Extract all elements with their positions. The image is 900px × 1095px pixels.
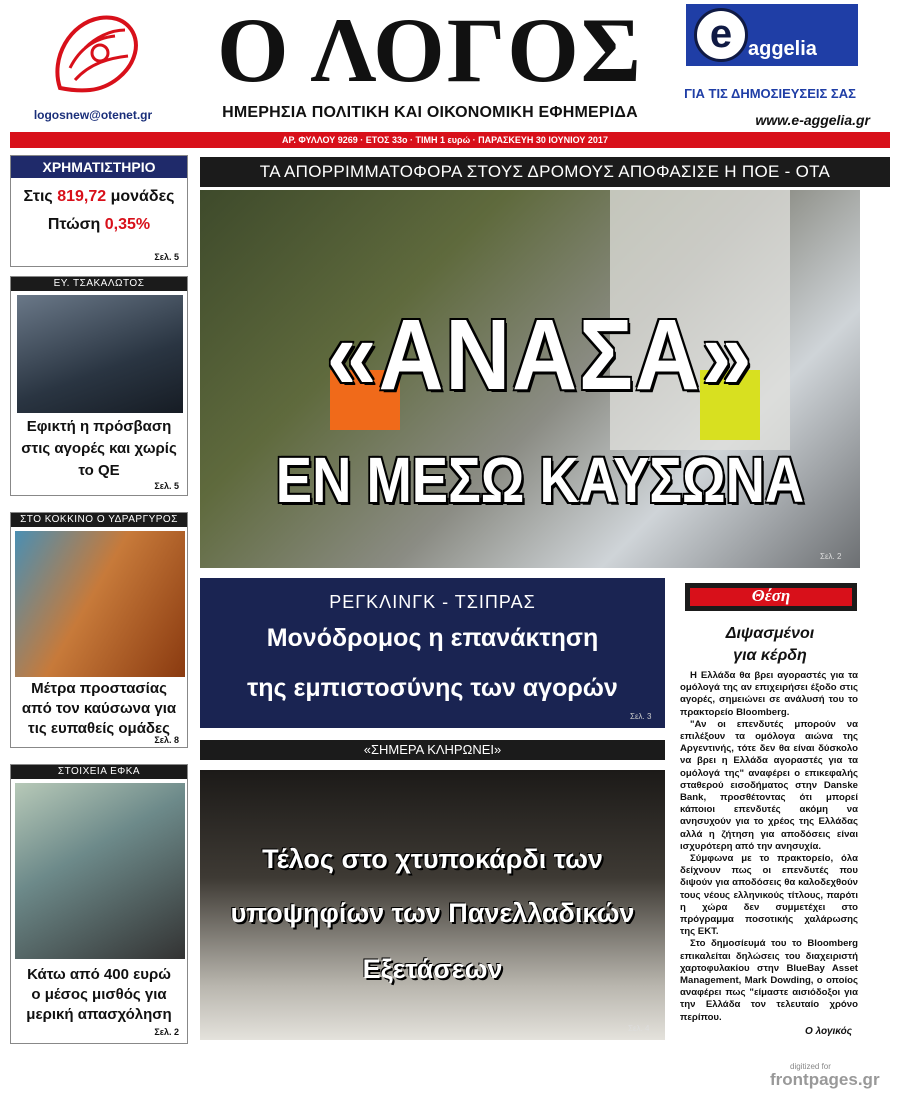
exams-label: «ΣΗΜΕΡΑ ΚΛΗΡΩΝΕΙ» (200, 740, 665, 760)
opinion-paragraph: Σύμφωνα με το πρακτορείο, όλα δείχνουν πως οι επενδυτές που διψούν για αποδόσεις θα καλοδεχθούν τους νέους ελληνικούς τίτλους, παρότι η χώρα δεν συμμετέχει στο πρόγραμμα ποσοτικής χαλάρωσης της ΕΚΤ. (680, 853, 858, 938)
stock-change-value: 0,35% (104, 216, 151, 233)
heatwave-header: ΣΤΟ ΚΟΚΚΙΝΟ Ο ΥΔΡΑΡΓΥΡΟΣ (11, 513, 187, 527)
top-banner: ΤΑ ΑΠΟΡΡΙΜΜΑΤΟΦΟΡΑ ΣΤΟΥΣ ΔΡΟΜΟΥΣ ΑΠΟΦΑΣΙΣΕ Η ΠΟΕ - ΟΤΑ (200, 157, 890, 187)
issue-info: ΑΡ. ΦΥΛΛΟΥ 9269 · ΕΤΟΣ 33ο · ΤΙΜΗ 1 ευρώ · ΠΑΡΑΣΚΕΥΗ 30 ΙΟΥΝΙΟΥ 2017 (282, 135, 608, 145)
opinion-title-1: Διψασμένοι (725, 625, 815, 642)
tsakalotos-photo (17, 295, 183, 413)
euro-atm-photo (15, 783, 185, 959)
heatwave-caption-3: τις ευπαθείς ομάδες (28, 720, 170, 737)
tsakalotos-caption-3: το QE (78, 462, 120, 479)
efka-caption-3: μερική απασχόληση (26, 1006, 172, 1023)
stock-change-line: Πτώση 0,35% (47, 216, 151, 233)
tsakalotos-caption-1: Εφικτή η πρόσβαση (26, 418, 172, 435)
reggling-page-ref: Σελ. 3 (630, 712, 652, 721)
newspaper-title: Ο ΛΟΓΟΣ (217, 0, 643, 101)
stock-page-ref: Σελ. 5 (154, 252, 179, 262)
heatwave-page-ref: Σελ. 8 (154, 735, 179, 745)
opinion-label: Θέση (751, 586, 791, 605)
main-headline: «ΑΝΑΣΑ» (326, 299, 754, 411)
efka-caption-2: ο μέσος μισθός για (31, 986, 167, 1003)
masthead-email: logosnew@otenet.gr (33, 108, 153, 122)
opinion-paragraph: Στο δημοσίευμά του το Bloomberg επικαλείται δηλώσεις του διαχειριστή χαρτοφυλακίου στην BlueBay Asset Management, Mark Dowding, ο οποίος αναφέρει πως "είμαστε αισιόδοξοι για την Ελλάδα τον τελευταίο χρόνο περίπου. (680, 938, 858, 1023)
opinion-body (680, 670, 858, 1024)
eaggelia-wordmark: aggelia (748, 38, 817, 60)
reggling-kicker: ΡΕΓΚΛΙΝΓΚ - ΤΣΙΠΡΑΣ (329, 592, 536, 612)
eaggelia-e-icon: e (694, 8, 748, 62)
tsakalotos-story (10, 276, 188, 496)
tsakalotos-header: ΕΥ. ΤΣΑΚΑΛΩΤΟΣ (11, 277, 187, 291)
efka-page-ref: Σελ. 2 (154, 1027, 179, 1037)
efka-caption-1: Κάτω από 400 ευρώ (27, 966, 171, 983)
reggling-headline-1: Μονόδρομος η επανάκτηση (266, 624, 599, 652)
opinion-paragraph: Η Ελλάδα θα βρει αγοραστές για τα ομόλογά της αν επιχειρήσει έξοδο στις αγορές, σημειώνει σε ανάλυσή του το πρακτορείο Bloomberg. (680, 670, 858, 718)
stock-market-box (10, 155, 188, 267)
main-page-ref: Σελ. 2 (820, 552, 842, 561)
digitized-note: digitized for (790, 1062, 831, 1071)
opinion-title-2: για κέρδη (733, 647, 807, 664)
heatwave-story (10, 512, 188, 748)
newspaper-subtitle: ΗΜΕΡΗΣΙΑ ΠΟΛΙΤΙΚΗ ΚΑΙ ΟΙΚΟΝΟΜΙΚΗ ΕΦΗΜΕΡΙΔΑ (222, 104, 638, 121)
eaggelia-tagline: ΓΙΑ ΤΙΣ ΔΗΜΟΣΙΕΥΣΕΙΣ ΣΑΣ (684, 86, 856, 101)
heatwave-caption-1: Μέτρα προστασίας (31, 680, 167, 697)
tsakalotos-caption-2: στις αγορές και χωρίς (21, 440, 177, 457)
exams-headline-1: Τέλος στο χτυποκάρδι των (262, 844, 603, 874)
opinion-paragraph: "Αν οι επενδυτές μπορούν να επιλέξουν τα ομόλογα αιώνα της Αργεντινής, τότε δεν θα είναι δύσκολο να βρει η Ελλάδα αγοραστές για τα ομόλογά της" αναφέρει ο επικεφαλής σταθερού εισοδήματος στην Danske Bank, προσθέτοντας ότι μπορεί κάποιοι επενδυτές ακόμη να ανησυχούν για το χρέος της Ελλάδας αλλά η ζήτηση για αποδόσεις είναι ισχυρότερη από την ανησυχία. (680, 718, 858, 852)
exams-page-ref: Σελ. 4 (628, 1024, 650, 1033)
eaggelia-url: www.e-aggelia.gr (755, 112, 870, 128)
exams-headline-3: Εξετάσεων (362, 954, 503, 984)
stock-index-value: 819,72 (57, 188, 107, 205)
thermometer-photo (15, 531, 185, 677)
stock-index-line: Στις 819,72 μονάδες (23, 188, 175, 205)
heatwave-caption-2: από τον καύσωνα για (21, 700, 177, 717)
opinion-signature: Ο λογικός (805, 1026, 852, 1037)
efka-story (10, 764, 188, 1044)
efka-header: ΣΤΟΙΧΕΙΑ ΕΦΚΑ (11, 765, 187, 779)
stock-header: ΧΡΗΜΑΤΙΣΤΗΡΙΟ (11, 156, 187, 178)
source-site: frontpages.gr (770, 1070, 880, 1089)
tsakalotos-page-ref: Σελ. 5 (154, 481, 179, 491)
exams-headline-2: υποψηφίων των Πανελλαδικών (230, 898, 635, 928)
reggling-headline-2: της εμπιστοσύνης των αγορών (247, 674, 618, 702)
logos-logo (40, 8, 150, 103)
main-headline-sub: ΕΝ ΜΕΣΩ ΚΑΥΣΩΝΑ (275, 444, 805, 516)
